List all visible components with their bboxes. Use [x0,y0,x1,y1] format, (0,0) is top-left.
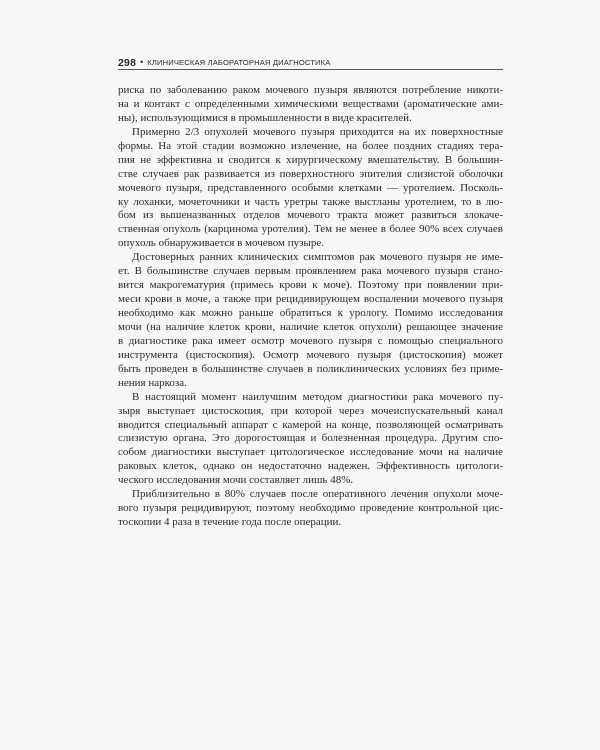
text-line: зыря выступает цистоскопия, при которой через мочеиспускательный канал [118,404,503,417]
text-line: вводится специальный аппарат с камерой на конце, позволяющей осматривать [118,418,503,431]
text-line: Примерно 2/3 опухолей мочевого пузыря приходится на их поверхностные [132,125,503,138]
text-line: ны), использующимися в промышленности в виде красителей. [118,111,412,124]
text-line: ственная опухоль (карцинома уротелия). Тем не менее в более 90% всех случаев [118,223,503,236]
header-bullet: • [140,57,144,67]
header-divider [118,69,503,70]
paragraph [118,488,503,530]
paragraph [118,126,503,251]
text-line: опухоль обнаруживается в мочевом пузыре. [118,237,324,250]
text-line: необходимо как можно раньше обратиться к урологу. Помимо исследования [118,307,503,319]
text-line: раковых клеток, однако он недостаточно надежен. Эффективность цитологи- [118,460,503,473]
text-line: вится макрогематурия (примесь крови к моче). Поэтому при появлении при- [118,279,503,292]
text-line: в диагностике рака имеет осмотр мочевого пузыря с помощью специального [118,334,503,347]
text-line: быть проведен в большинстве случаев в поликлинических условиях без приме- [118,362,503,375]
text-line: на и контакт с определенными химическими веществами (ароматические ами- [118,97,503,110]
text-line: ческого исследования мочи составляет лишь 48%. [118,474,354,487]
text-line: Приблизительно в 80% случаев после оперативного лечения опухоли моче- [132,488,503,501]
paragraph [118,251,503,390]
page-number: 298 [118,57,137,69]
text-line: мочевого пузыря, представленного особыми клетками — уротелием. Посколь- [118,181,503,194]
text-line: тоскопии 4 раза в течение года после операции. [118,516,342,529]
text-line: нения наркоза. [118,376,187,389]
text-line: ку лоханки, мочеточники и часть уретры также выстланы уротелием, то в лю- [118,195,503,208]
text-line: мочи (на наличие клеток крови, наличие клеток опухоли) решающее значение [118,320,503,333]
text-line: слизистую органа. Это дорогостоящая и болезненная процедура. Другим спо- [118,432,503,445]
paragraph [118,84,503,126]
text-line: стве случаев рак развивается из поверхностного эпителия слизистой оболочки [118,167,503,180]
running-header [118,53,503,67]
text-line: меси крови в моче, а также при рецидивирующем воспалении мочевого пузыря [118,293,503,306]
running-title: КЛИНИЧЕСКАЯ ЛАБОРАТОРНАЯ ДИАГНОСТИКА [147,58,331,67]
text-line: Достоверных ранних клинических симптомов рак мочевого пузыря не име- [132,251,503,264]
text-line: пия не эффективна и сводится к хирургическому вмешательству. В большин- [118,153,503,166]
text-line: инструмента (цистоскопия). Осмотр мочевого пузыря (цистоскопия) может [118,348,503,361]
text-line: ет. В большинстве случаев первым проявлением рака мочевого пузыря стано- [118,265,503,278]
text-line: бом из вышеназванных отделов мочевого тракта может развиться злокаче- [118,209,503,222]
text-line: вого пузыря рецидивируют, поэтому необходимо проведение контрольной цис- [118,502,503,515]
paragraph [118,391,503,489]
main-text [118,84,503,530]
text-line: риска по заболеванию раком мочевого пузыря являются потребление никоти- [118,84,503,96]
text-line: В настоящий момент наилучшим методом диагностики рака мочевого пу- [132,390,503,403]
text-line: собом диагностики выступает цитологическое исследование мочи на наличие [118,446,503,459]
text-line: формы. На этой стадии возможно излечение, на более поздних стадиях тера- [118,139,503,152]
